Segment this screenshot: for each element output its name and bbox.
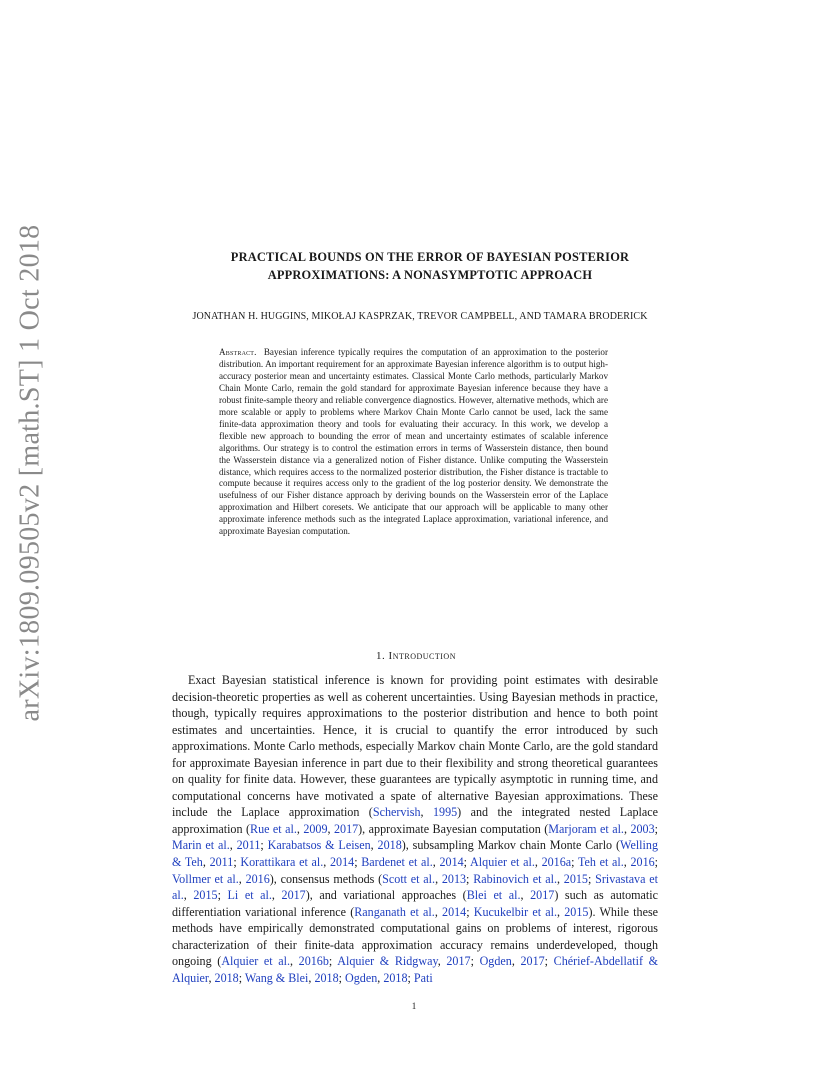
intro-text: ). While these methods have empirically demonstrated computational gains on problems of interest, rigorous characterization of their finite-data approximation accuracy remains underdeveloped, though ongoing ( — [172, 904, 659, 969]
intro-text: , — [556, 871, 564, 886]
intro-text: ; — [654, 855, 659, 870]
intro-text: ; — [407, 970, 414, 985]
intro-text: ; — [587, 871, 596, 886]
intro-text: ), consensus methods ( — [269, 871, 383, 886]
intro-text: ; — [260, 838, 268, 853]
citation-link[interactable]: Ogden — [479, 954, 512, 969]
arxiv-identifier-stamp — [6, 224, 54, 722]
intro-text: , — [290, 954, 299, 969]
citation-link[interactable]: Srivastava et al. — [172, 871, 658, 903]
citation-link[interactable]: 2009 — [303, 821, 328, 836]
citation-link[interactable]: 2015 — [193, 888, 218, 903]
citation-link[interactable]: 2016 — [630, 855, 655, 870]
intro-text: ; — [544, 954, 554, 969]
citation-link[interactable]: 1995 — [432, 805, 458, 820]
intro-text: , — [238, 871, 246, 886]
intro-text: , — [432, 855, 440, 870]
page-number: 1 — [411, 1001, 417, 1011]
intro-text: ; — [571, 855, 578, 870]
intro-text: , — [420, 805, 433, 820]
intro-text: ) and the integrated nested Laplace approximation ( — [172, 805, 658, 836]
paper-title — [170, 248, 690, 284]
intro-text: , — [183, 888, 194, 903]
citation-link[interactable]: 2011 — [209, 855, 234, 870]
citation-link[interactable]: Vollmer et al. — [172, 871, 239, 886]
intro-text: , — [435, 871, 442, 886]
citation-link[interactable]: Alquier & Ridgway — [337, 954, 438, 969]
citation-link[interactable]: 2018 — [377, 838, 402, 853]
intro-text: ; — [238, 970, 245, 985]
citation-link[interactable]: 2016b — [298, 954, 329, 969]
intro-text: , — [370, 838, 378, 853]
citation-link[interactable]: 2018 — [383, 970, 408, 985]
section-heading-introduction — [360, 650, 472, 662]
citation-link[interactable]: 2017 — [446, 954, 471, 969]
citation-link[interactable]: Alquier et al. — [470, 855, 535, 870]
intro-text: , — [557, 904, 565, 919]
intro-text: , — [434, 904, 443, 919]
intro-text: ; — [328, 954, 338, 969]
intro-text: , — [202, 855, 210, 870]
intro-text: ; — [466, 904, 474, 919]
citation-link[interactable]: Kucukelbir et al. — [473, 904, 558, 919]
intro-text: ) such as automatic differentiation variational inference ( — [172, 888, 659, 919]
citation-link[interactable]: Schervish — [372, 805, 421, 820]
citation-link[interactable]: Rabinovich et al. — [473, 871, 557, 886]
citation-link[interactable]: 2011 — [236, 838, 261, 853]
title-line-1: PRACTICAL BOUNDS ON THE ERROR OF BAYESIAN POSTERIOR — [230, 250, 630, 264]
intro-text: ; — [470, 954, 480, 969]
citation-link[interactable]: 2017 — [530, 888, 555, 903]
intro-text: , — [229, 838, 237, 853]
citation-link[interactable]: Rue et al. — [250, 821, 297, 836]
citation-link[interactable]: 2017 — [333, 821, 359, 836]
intro-text: ; — [217, 888, 228, 903]
citation-link[interactable]: 2016 — [245, 871, 270, 886]
intro-text: ; — [466, 871, 474, 886]
section-number: 1. — [376, 650, 386, 662]
citation-link[interactable]: 2014 — [442, 904, 467, 919]
citation-link[interactable]: Alquier et al. — [221, 954, 290, 969]
intro-text: , — [623, 855, 631, 870]
citation-link[interactable]: 2013 — [441, 871, 467, 886]
citation-link[interactable]: 2016a — [541, 855, 572, 870]
abstract-label: Abstract. — [219, 347, 257, 357]
intro-text: ), subsampling Markov chain Monte Carlo ( — [401, 838, 620, 853]
intro-text: , — [296, 821, 304, 836]
intro-text: ), approximate Bayesian computation ( — [358, 821, 549, 836]
citation-link[interactable]: Scott et al. — [382, 871, 436, 886]
citation-link[interactable]: Wang & Blei — [244, 970, 309, 985]
abstract — [219, 347, 608, 538]
citation-link[interactable]: 2018 — [214, 970, 239, 985]
citation-link[interactable]: Bardenet et al. — [361, 855, 433, 870]
intro-text: , — [511, 954, 521, 969]
intro-text: Exact Bayesian statistical inference is known for providing point estimates with desirable decision-theoretic properties as well as coherent uncertainties. Using Bayesian methods in practice, though, typically requires approximations to the posterior distribution and hence to both point estimates and uncertainties. Hence, it is crucial to quantify the error introduced by such approximations. Monte Carlo methods, especially Markov chain Monte Carlo, are the gold standard for approximate Bayesian inference in part due to their flexibility and strong theoretical guarantees on quality for finite data. However, these guarantees are typically asymptotic in running time, and computational concerns have motivated a spate of alternative Bayesian approximations. These include the Laplace approximation ( — [172, 673, 658, 820]
intro-text: , — [437, 954, 447, 969]
intro-text: , — [623, 821, 631, 836]
citation-link[interactable]: 2003 — [630, 821, 655, 836]
intro-text: , — [208, 970, 215, 985]
citation-link[interactable]: Li et al. — [227, 888, 272, 903]
citation-link[interactable]: Korattikara et al. — [240, 855, 324, 870]
citation-link[interactable]: Teh et al. — [577, 855, 624, 870]
citation-link[interactable]: 2017 — [520, 954, 545, 969]
citation-link[interactable]: 2014 — [439, 855, 464, 870]
citation-link[interactable]: Karabatsos & Leisen — [267, 838, 371, 853]
intro-text: , — [520, 888, 531, 903]
intro-text: ; — [338, 970, 346, 985]
intro-text: ; — [463, 855, 471, 870]
citation-link[interactable]: Ogden — [345, 970, 378, 985]
intro-text: ; — [354, 855, 362, 870]
intro-text: ; — [654, 821, 658, 836]
abstract-text: Bayesian inference typically requires the computation of an approximation to the posterior distribution. An important requirement for an approximate Bayesian inference algorithm is to output high-accuracy posterior mean and uncertainty estimates. Classical Monte Carlo methods, particularly Markov Chain Monte Carlo, remain the gold standard for approximate Bayesian inference because they have a robust finite-sample theory and reliable convergence diagnostics. However, alternative methods, which are more scalable or apply to problems where Markov Chain Monte Carlo cannot be used, lack the same finite-data approximation theory and tools for evaluating their accuracy. In this work, we develop a flexible new approach to bounding the error of mean and uncertainty estimates of scalable inference algorithms. Our strategy is to control the estimation errors in terms of Wasserstein distance, then bound the Wasserstein distance via a generalized notion of Fisher distance. Unlike computing the Wasserstein distance, which requires access to the normalized posterior distribution, the Fisher distance is tractable to compute because it requires access only to the gradient of the log posterior density. We demonstrate the usefulness of our Fisher distance approach by deriving bounds on the Wasserstein error of the Laplace approximation and Hilbert coresets. We anticipate that our approach will be applicable to many other approximate inference methods such as the integrated Laplace approximation, variational inference, and approximate Bayesian computation. — [219, 347, 608, 537]
title-line-2: APPROXIMATIONS: A NONASYMPTOTIC APPROACH — [267, 268, 593, 282]
author-list: JONATHAN H. HUGGINS, MIKOŁAJ KASPRZAK, TREVOR CAMPBELL, AND TAMARA BRODERICK — [192, 311, 648, 322]
citation-link[interactable]: 2015 — [563, 871, 588, 886]
intro-text: , — [327, 821, 334, 836]
intro-text: , — [377, 970, 384, 985]
citation-link[interactable]: 2017 — [281, 888, 306, 903]
intro-text: , — [271, 888, 282, 903]
section-title-text: Introduction — [388, 650, 456, 662]
citation-link[interactable]: Ranganath et al. — [354, 904, 435, 919]
introduction-paragraph — [172, 672, 658, 986]
intro-text: , — [323, 855, 330, 870]
intro-text: , — [308, 970, 315, 985]
citation-link[interactable]: Marin et al. — [172, 838, 230, 853]
citation-link[interactable]: 2015 — [564, 904, 589, 919]
intro-text: ; — [233, 855, 241, 870]
intro-text: ), and variational approaches ( — [305, 888, 467, 903]
citation-link[interactable]: Pati — [413, 970, 433, 985]
arxiv-identifier-text: arXiv:1809.09505v2 [math.ST] 1 Oct 2018 — [14, 224, 46, 722]
citation-link[interactable]: Blei et al. — [466, 888, 521, 903]
citation-link[interactable]: 2014 — [330, 855, 355, 870]
citation-link[interactable]: 2018 — [314, 970, 339, 985]
citation-link[interactable]: Marjoram et al. — [548, 821, 624, 836]
intro-text: , — [534, 855, 542, 870]
citation-link[interactable]: Chérief-Abdellatif & Alquier — [172, 954, 659, 985]
citation-link[interactable]: Welling & Teh — [172, 838, 658, 870]
